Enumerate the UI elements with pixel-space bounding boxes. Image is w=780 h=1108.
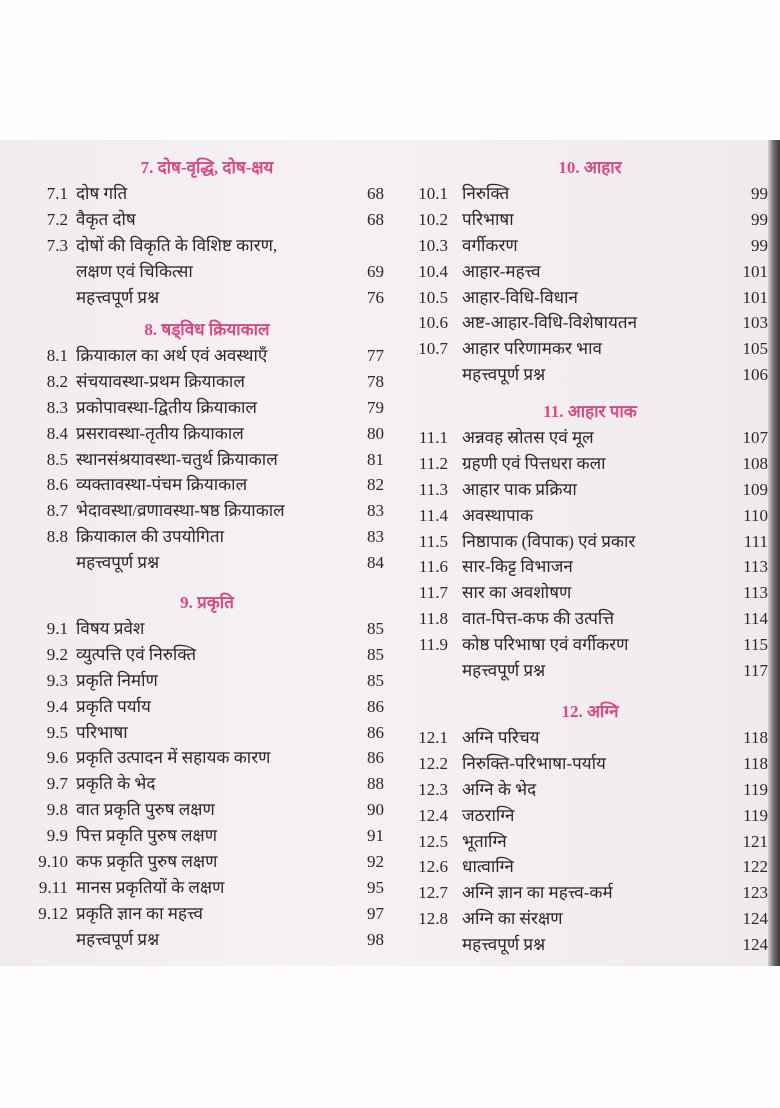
entry-page: 122 [742,857,768,877]
entry-page: 118 [743,728,768,747]
entry-number: 9.1 [46,619,68,638]
entry-page: 103 [742,313,768,333]
entry-title: महत्त्वपूर्ण प्रश्न [462,661,546,681]
entry-number: 11.4 [418,505,448,525]
chapter-heading: 8. षड्विध क्रियाकाल [144,320,270,339]
entry-title: निरुक्ति [462,184,510,203]
entry-title: वात प्रकृति पुरुष लक्षण [76,800,215,820]
toc-entry [412,477,768,503]
entry-number: 9.11 [38,877,68,897]
entry-page: 82 [367,475,384,495]
entry-number: 10.7 [418,339,448,359]
chapter-heading: 7. दोष-वृद्धि, दोष-क्षय [140,158,274,177]
toc-entry [30,524,384,550]
toc-entry [30,875,384,901]
entry-page: 98 [367,929,384,949]
entry-title: आहार पाक प्रक्रिया [462,479,577,499]
entry-page: 97 [367,903,384,923]
toc-entry [30,720,384,746]
entry-title: प्रकृति के भेद [76,774,156,794]
toc-entry [30,421,384,447]
toc-entry [30,550,384,576]
toc-entry [412,725,768,751]
toc-entry [30,369,384,395]
entry-page: 123 [742,883,768,903]
entry-number: 9.6 [46,748,68,768]
entry-number: 8.8 [46,527,68,547]
entry-page: 79 [367,397,384,417]
entry-number: 12.5 [418,831,448,851]
toc-entry [30,616,384,642]
toc-entry [412,658,768,684]
entry-page: 118 [743,753,768,773]
entry-title: विषय प्रवेश [76,619,145,638]
toc-entry [412,932,768,958]
entry-number: 9.8 [46,800,68,820]
entry-page: 77 [367,346,384,365]
entry-number: 10.1 [418,184,448,203]
toc-entry [412,362,768,388]
toc-entry [412,336,768,362]
entry-title: अग्नि का संरक्षण [462,909,563,929]
entry-title: प्रकृति उत्पादन में सहायक कारण [76,748,271,768]
entry-title: प्रकोपावस्था-द्वितीय क्रियाकाल [76,397,257,417]
toc-entry [30,901,384,927]
toc-entry [412,310,768,336]
entry-title: वात-पित्त-कफ की उत्पत्ति [462,609,614,629]
toc-section [412,699,768,958]
entry-page: 99 [751,209,768,229]
entry-page: 115 [743,635,768,655]
toc-entry [30,823,384,849]
entry-number: 7.3 [46,235,68,255]
entry-number: 10.6 [418,313,448,333]
toc-entry [412,425,768,451]
entry-page: 86 [367,696,384,716]
entry-title: आहार-विधि-विधान [462,287,578,307]
entry-number: 11.2 [418,453,448,473]
toc-entry [412,451,768,477]
entry-title: कोष्ठ परिभाषा एवं वर्गीकरण [462,635,629,655]
toc-entry [30,343,384,369]
entry-page: 68 [367,209,384,229]
entry-title: भूताग्नि [462,831,507,851]
toc-entry [412,207,768,233]
entry-page: 80 [367,423,384,443]
toc-entry [30,745,384,771]
entry-page: 99 [751,235,768,255]
toc-section [30,155,384,310]
entry-number: 10.3 [418,235,448,255]
entry-page: 95 [367,877,384,897]
toc-entry [30,498,384,524]
entry-number: 12.8 [418,909,448,929]
entry-title: परिभाषा [462,209,514,229]
entry-page: 92 [367,852,384,872]
entry-title: व्युत्पत्ति एवं निरुक्ति [76,644,197,664]
toc-entry [412,854,768,880]
toc-entry [412,529,768,555]
entry-page: 113 [743,583,768,603]
entry-title: परिभाषा [76,722,128,742]
toc-section [412,399,768,684]
entry-page: 69 [367,261,384,281]
entry-number: 8.7 [46,501,68,521]
entry-number: 9.2 [46,644,68,664]
toc-entry [30,668,384,694]
entry-number: 12.4 [418,805,448,825]
entry-title: प्रसरावस्था-तृतीय क्रियाकाल [76,423,244,443]
entry-title: महत्त्वपूर्ण प्रश्न [462,365,546,385]
entry-number: 11.5 [418,531,448,551]
entry-page: 91 [367,826,384,846]
entry-number: 10.5 [418,287,448,307]
entry-title: क्रियाकाल की उपयोगिता [76,527,224,547]
entry-number: 9.3 [46,670,68,690]
entry-title: दोषों की विकृति के विशिष्ट कारण, [76,235,278,255]
entry-number: 7.1 [46,184,68,203]
entry-title: सार-किट्ट विभाजन [462,557,573,577]
toc-section [30,317,384,576]
entry-title: दोष गति [76,184,128,203]
entry-title: कफ प्रकृति पुरुष लक्षण [76,852,218,872]
entry-page: 109 [742,479,768,499]
toc-entry [30,849,384,875]
entry-page: 117 [743,661,768,681]
entry-title: अन्नवह स्रोतस एवं मूल [462,428,594,447]
entry-number: 11.8 [418,609,448,629]
entry-number: 12.3 [418,779,448,799]
entry-page: 84 [367,553,384,573]
toc-entry [412,803,768,829]
entry-title: अग्नि ज्ञान का महत्त्व-कर्म [462,883,613,903]
entry-page: 85 [367,670,384,690]
entry-number: 8.5 [46,449,68,469]
entry-title: वैकृत दोष [76,209,136,229]
toc-entry [30,207,384,233]
entry-title: निष्ठापाक (विपाक) एवं प्रकार [462,531,636,551]
toc-section [412,155,768,388]
toc-entry [30,233,384,259]
entry-title: स्थानसंश्रयावस्था-चतुर्थ क्रियाकाल [76,449,278,469]
entry-number: 10.4 [418,261,448,281]
toc-entry [30,642,384,668]
entry-page: 111 [743,531,768,551]
chapter-heading: 10. आहार [558,158,622,177]
entry-title: प्रकृति ज्ञान का महत्त्व [76,903,203,923]
toc-entry [30,395,384,421]
toc-section [30,590,384,953]
entry-number: 9.10 [38,852,68,872]
entry-page: 78 [367,371,384,391]
toc-entry [412,606,768,632]
toc-entry [412,829,768,855]
entry-page: 106 [742,365,768,385]
toc-entry [412,503,768,529]
entry-title: धात्वाग्नि [462,857,514,877]
entry-title: ग्रहणी एवं पित्तधरा कला [462,453,606,473]
entry-title: प्रकृति निर्माण [76,670,158,690]
entry-page: 83 [367,501,384,521]
entry-page: 105 [742,339,768,359]
entry-page: 99 [751,184,768,203]
entry-page: 81 [367,449,384,469]
entry-title: आहार-महत्त्व [462,261,541,281]
toc-entry [30,771,384,797]
entry-page: 83 [367,527,384,547]
entry-number: 12.7 [418,883,448,903]
entry-page: 101 [742,261,768,281]
entry-page: 119 [743,805,768,825]
entry-page: 108 [742,453,768,473]
toc-entry [30,472,384,498]
toc-entry [30,797,384,823]
entry-number: 9.9 [46,826,68,846]
toc-entry [412,580,768,606]
entry-title: भेदावस्था/व्रणावस्था-षष्ठ क्रियाकाल [76,501,285,521]
entry-number: 9.12 [38,903,68,923]
entry-number: 10.2 [418,209,448,229]
entry-number: 11.3 [418,479,448,499]
toc-entry [412,554,768,580]
entry-title: वर्गीकरण [462,235,518,255]
entry-title: संचयावस्था-प्रथम क्रियाकाल [76,371,245,391]
entry-page: 124 [742,909,768,929]
toc-entry [412,233,768,259]
entry-number: 9.4 [46,696,68,716]
entry-title: अग्नि के भेद [462,779,537,799]
entry-title: अग्नि परिचय [462,728,540,747]
entry-page: 88 [367,774,384,794]
entry-number: 11.6 [418,557,448,577]
entry-number: 12.1 [418,728,448,747]
entry-number: 9.7 [46,774,68,794]
toc-entry [30,181,384,207]
entry-page: 68 [367,184,384,203]
entry-title: अष्ट-आहार-विधि-विशेषायतन [462,313,637,333]
entry-title: पित्त प्रकृति पुरुष लक्षण [76,826,218,846]
entry-page: 124 [742,935,768,955]
entry-page: 86 [367,748,384,768]
entry-page: 110 [743,505,768,525]
entry-title: लक्षण एवं चिकित्सा [76,261,193,281]
chapter-heading: 11. आहार पाक [543,402,637,421]
entry-number: 9.5 [46,722,68,742]
entry-page: 101 [742,287,768,307]
entry-page: 85 [367,644,384,664]
entry-page: 90 [367,800,384,820]
toc-entry [30,447,384,473]
entry-title: मानस प्रकृतियों के लक्षण [76,877,225,897]
toc-entry [412,777,768,803]
toc-entry [30,259,384,285]
entry-number: 12.6 [418,857,448,877]
entry-number: 8.1 [46,346,68,365]
entry-title: क्रियाकाल का अर्थ एवं अवस्थाएँ [76,346,268,365]
entry-page: 113 [743,557,768,577]
toc-entry [30,285,384,311]
entry-page: 121 [742,831,768,851]
toc-entry [412,285,768,311]
entry-title: प्रकृति पर्याय [76,696,151,716]
entry-number: 8.4 [46,423,68,443]
entry-number: 11.9 [418,635,448,655]
chapter-heading: 12. अग्नि [561,702,619,721]
entry-page: 76 [367,287,384,307]
entry-title: अवस्थापाक [462,505,534,525]
entry-number: 11.1 [418,428,448,447]
toc-entry [412,906,768,932]
entry-page: 107 [742,428,768,447]
toc-entry [30,927,384,953]
entry-title: निरुक्ति-परिभाषा-पर्याय [462,753,606,773]
toc-entry [412,751,768,777]
entry-number: 8.6 [46,475,68,495]
page-edge [768,140,780,966]
entry-title: महत्त्वपूर्ण प्रश्न [76,287,160,307]
entry-page: 86 [367,722,384,742]
toc-entry [412,259,768,285]
entry-title: महत्त्वपूर्ण प्रश्न [462,935,546,955]
entry-number: 7.2 [46,209,68,229]
entry-page: 119 [743,779,768,799]
entry-number: 11.7 [418,583,448,603]
entry-number: 12.2 [418,753,448,773]
toc-entry [412,632,768,658]
entry-title: व्यक्तावस्था-पंचम क्रियाकाल [76,475,248,495]
toc-entry [30,694,384,720]
entry-number: 8.3 [46,397,68,417]
entry-title: सार का अवशोषण [462,583,572,603]
entry-title: महत्त्वपूर्ण प्रश्न [76,929,160,949]
toc-entry [412,880,768,906]
entry-page: 85 [367,619,384,638]
toc-entry [412,181,768,207]
entry-page: 114 [743,609,768,629]
entry-title: जठराग्नि [462,805,515,825]
entry-title: महत्त्वपूर्ण प्रश्न [76,553,160,573]
chapter-heading: 9. प्रकृति [180,593,234,612]
entry-number: 8.2 [46,371,68,391]
entry-title: आहार परिणामकर भाव [462,339,602,359]
